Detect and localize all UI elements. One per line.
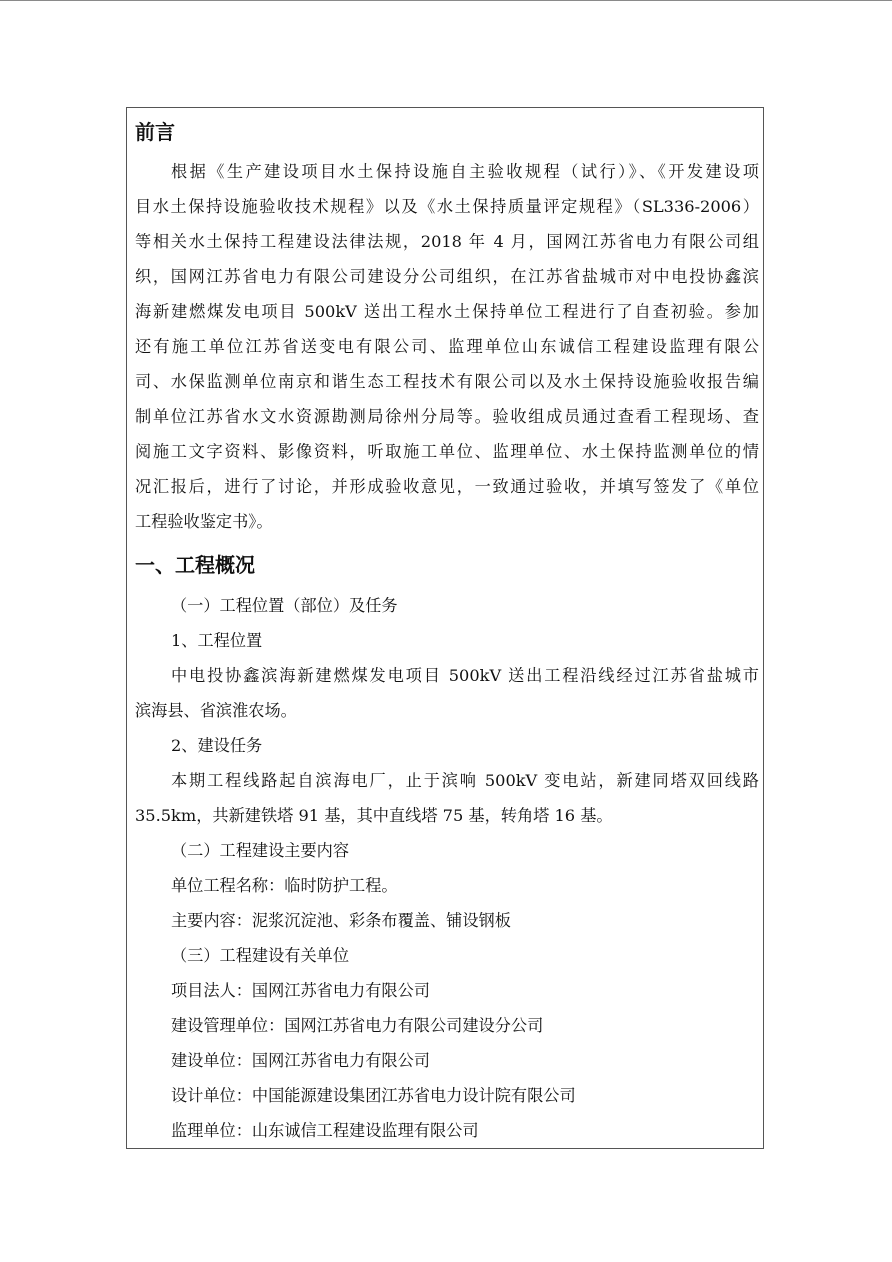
subsection-title: （三）工程建设有关单位	[171, 946, 350, 965]
preface-title: 前言	[135, 120, 175, 144]
party-line: 监理单位：山东诚信工程建设监理有限公司	[171, 1121, 479, 1140]
preface-line: 工程验收鉴定书》。	[135, 512, 273, 531]
item-title: 1、工程位置	[171, 631, 263, 650]
preface-line: 织，国网江苏省电力有限公司建设分公司组织，在江苏省盐城市对中电投协鑫滨	[135, 267, 759, 286]
party-line: 项目法人：国网江苏省电力有限公司	[171, 981, 430, 1000]
item-title: 2、建设任务	[171, 736, 263, 755]
party-line: 建设单位：国网江苏省电力有限公司	[171, 1051, 430, 1070]
preface-line: 阅施工文字资料、影像资料，听取施工单位、监理单位、水土保持监测单位的情	[135, 442, 759, 461]
item-line: 滨海县、省滨淮农场。	[135, 701, 297, 720]
preface-line: 海新建燃煤发电项目 500kV 送出工程水土保持单位工程进行了自查初验。参加	[135, 302, 759, 321]
page-top-rule	[0, 0, 892, 1]
main-content-line: 主要内容：泥浆沉淀池、彩条布覆盖、铺设钢板	[171, 911, 511, 930]
item-line: 本期工程线路起自滨海电厂，止于滨响 500kV 变电站，新建同塔双回线路	[171, 771, 759, 790]
preface-line: 制单位江苏省水文水资源勘测局徐州分局等。验收组成员通过查看工程现场、查	[135, 407, 759, 426]
preface-line: 况汇报后，进行了讨论，并形成验收意见，一致通过验收，并填写签发了《单位	[135, 477, 759, 496]
preface-line: 还有施工单位江苏省送变电有限公司、监理单位山东诚信工程建设监理有限公	[135, 337, 759, 356]
party-line: 设计单位：中国能源建设集团江苏省电力设计院有限公司	[171, 1086, 576, 1105]
preface-line: 司、水保监测单位南京和谐生态工程技术有限公司以及水土保持设施验收报告编	[135, 372, 759, 391]
item-line: 中电投协鑫滨海新建燃煤发电项目 500kV 送出工程沿线经过江苏省盐城市	[171, 666, 759, 685]
preface-line: 根据《生产建设项目水土保持设施自主验收规程（试行）》、《开发建设项	[171, 162, 759, 181]
subsection-title: （二）工程建设主要内容	[171, 841, 350, 860]
preface-line: 等相关水土保持工程建设法律法规，2018 年 4 月，国网江苏省电力有限公司组	[135, 232, 759, 251]
unit-name-line: 单位工程名称：临时防护工程。	[171, 876, 398, 895]
preface-line: 目水土保持设施验收技术规程》以及《水土保持质量评定规程》（SL336-2006）	[135, 197, 759, 216]
item-line: 35.5km，共新建铁塔 91 基，其中直线塔 75 基，转角塔 16 基。	[135, 806, 613, 825]
party-line: 建设管理单位：国网江苏省电力有限公司建设分公司	[171, 1016, 544, 1035]
subsection-title: （一）工程位置（部位）及任务	[171, 596, 398, 615]
section-title: 一、工程概况	[135, 553, 255, 577]
